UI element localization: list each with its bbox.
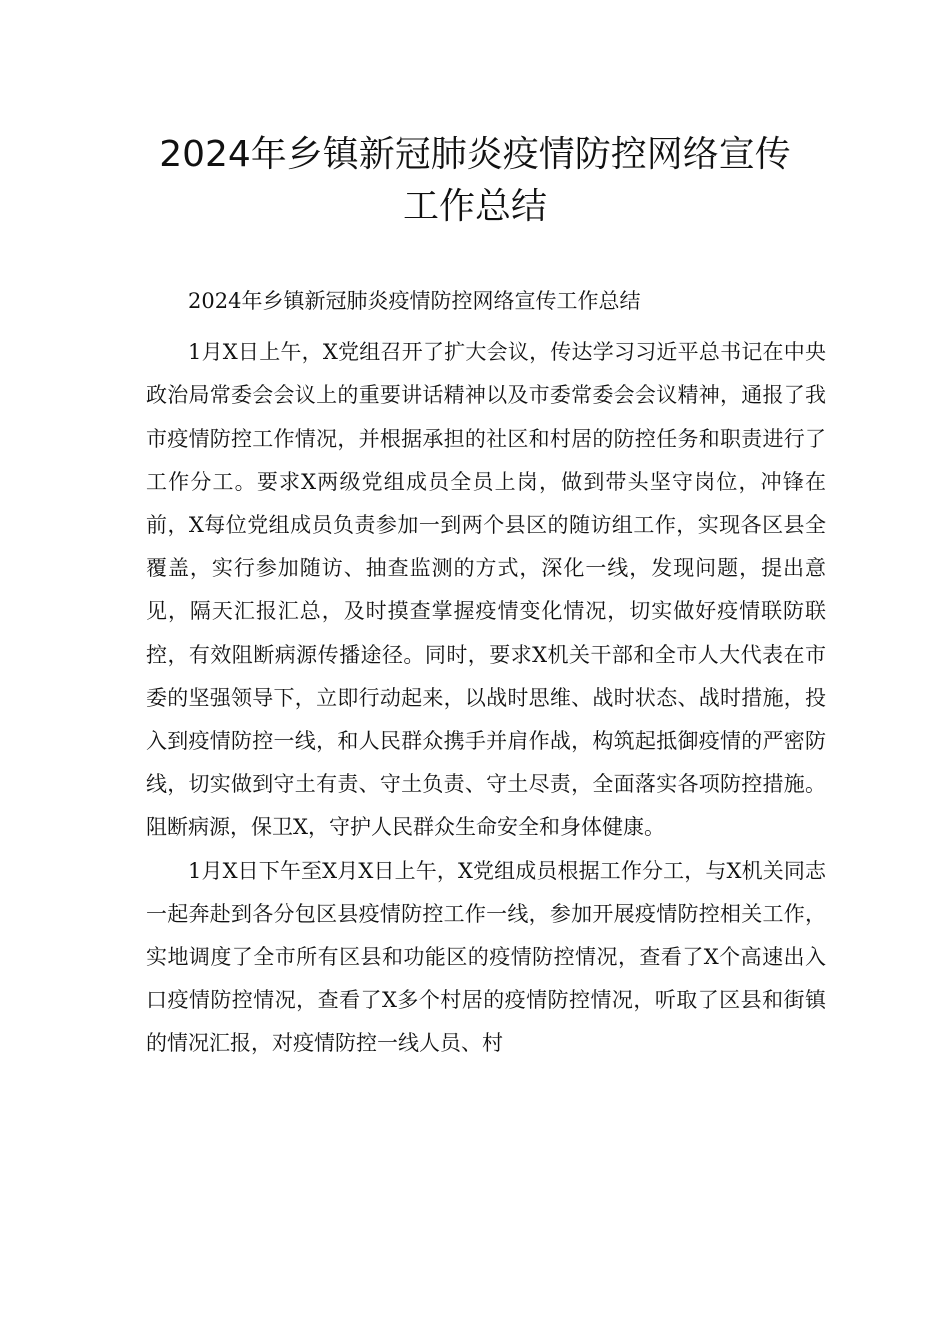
document-title-line-1: 2024年乡镇新冠肺炎疫情防控网络宣传 xyxy=(159,134,791,175)
document-body xyxy=(146,280,826,1066)
body-paragraph: 1月X日下午至X月X日上午，X党组成员根据工作分工，与X机关同志一起奔赴到各分包区县疫情防控工作一线，参加开展疫情防控相关工作，实地调度了全市所有区县和功能区的疫情防控情况，查看了X个高速出入口疫情防控情况，查看了X多个村居的疫情防控情况，听取了区县和街镇的情况汇报，对疫情防控一线人员、村 xyxy=(146,858,826,1056)
body-paragraph-heading: 2024年乡镇新冠肺炎疫情防控网络宣传工作总结 xyxy=(188,289,641,313)
body-paragraph: 1月X日上午，X党组召开了扩大会议，传达学习习近平总书记在中央政治局常委会会议上的重要讲话精神以及市委常委会会议精神，通报了我市疫情防控工作情况，并根据承担的社区和村居的防控任务和职责进行了工作分工。要求X两级党组成员全员上岗，做到带头坚守岗位，冲锋在前，X每位党组成员负责参加一到两个县区的随访组工作，实现各区县全覆盖，实行参加随访、抽查监测的方式，深化一线，发现问题，提出意见，隔天汇报汇总，及时摸查掌握疫情变化情况，切实做好疫情联防联控，有效阻断病源传播途径。同时，要求X机关干部和全市人大代表在市委的坚强领导下，立即行动起来，以战时思维、战时状态、战时措施，投入到疫情防控一线，和人民群众携手并肩作战，构筑起抵御疫情的严密防线，切实做到守土有责、守土负责、守土尽责，全面落实各项防控措施。阻断病源，保卫X，守护人民群众生命安全和身体健康。 xyxy=(146,340,826,840)
document-title-line-2: 工作总结 xyxy=(402,186,547,227)
